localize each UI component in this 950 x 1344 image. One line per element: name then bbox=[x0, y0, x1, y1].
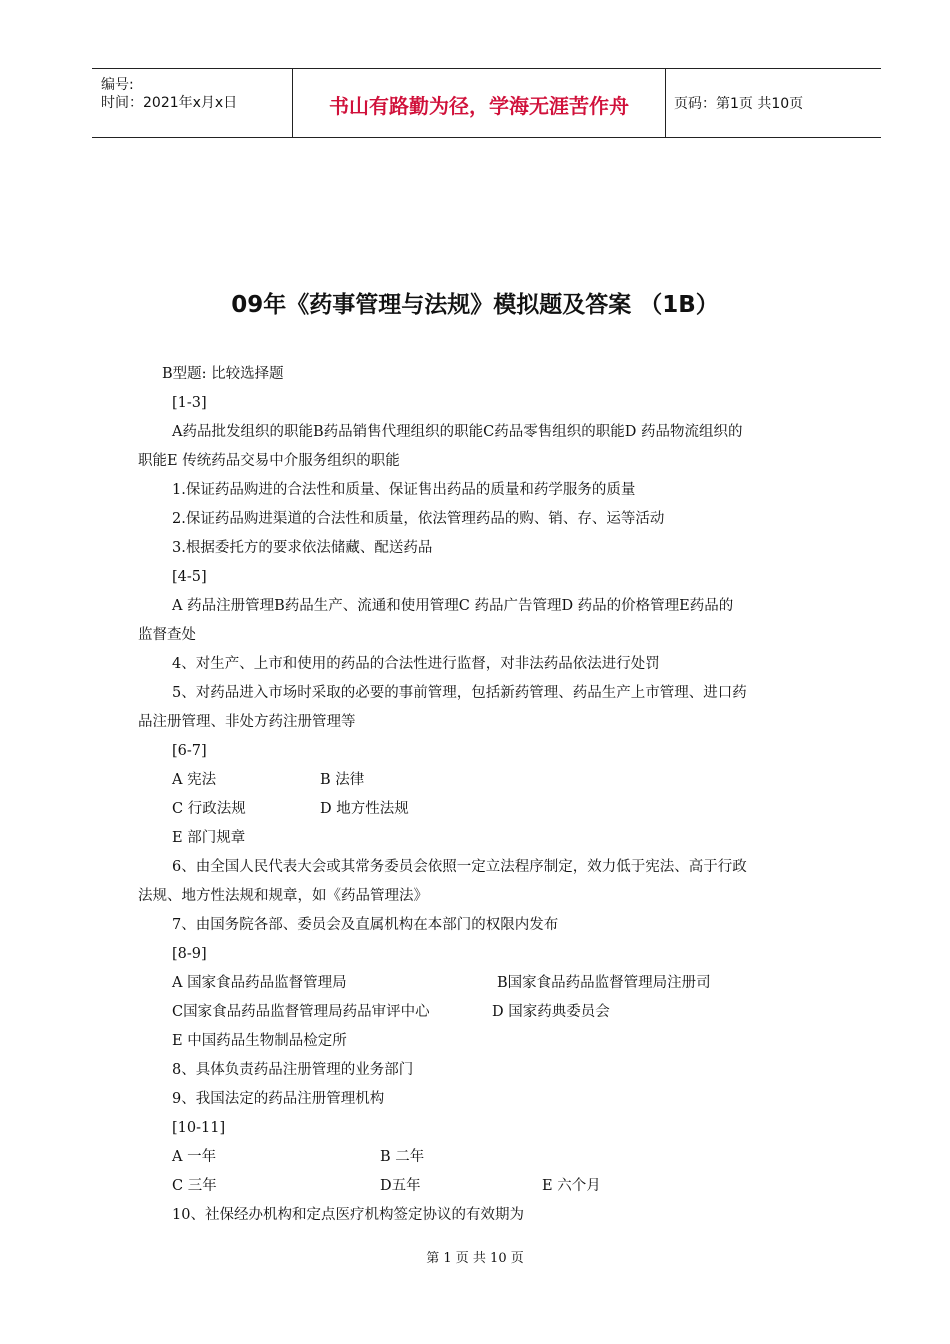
option-e: E 六个月 bbox=[542, 1178, 601, 1194]
motto: 书山有路勤为径，学海无涯苦作舟 bbox=[329, 94, 629, 118]
header-left-cell bbox=[92, 69, 293, 137]
option-a: A 国家食品药品监督管理局 bbox=[172, 975, 347, 991]
option-c: C 三年 bbox=[172, 1178, 217, 1194]
text-line: [6-7] bbox=[172, 743, 207, 759]
option-e: E 部门规章 bbox=[172, 830, 246, 846]
option-b: B 法律 bbox=[320, 772, 365, 788]
option-e: E 中国药品生物制品检定所 bbox=[172, 1033, 347, 1049]
text-line: A药品批发组织的职能B药品销售代理组织的职能C药品零售组织的职能D 药品物流组织的 bbox=[172, 424, 743, 440]
option-d: D五年 bbox=[380, 1178, 421, 1194]
option-a: A 宪法 bbox=[172, 772, 217, 788]
option-b: B国家食品药品监督管理局注册司 bbox=[497, 975, 711, 991]
option-c: C 行政法规 bbox=[172, 801, 246, 817]
text-line: 2.保证药品购进渠道的合法性和质量，依法管理药品的购、销、存、运等活动 bbox=[172, 511, 665, 527]
text-line: 8、具体负责药品注册管理的业务部门 bbox=[172, 1062, 414, 1078]
text-line: 4、对生产、上市和使用的药品的合法性进行监督，对非法药品依法进行处罚 bbox=[172, 656, 660, 672]
text-line: 9、我国法定的药品注册管理机构 bbox=[172, 1091, 385, 1107]
header-center-cell bbox=[293, 69, 666, 137]
option-d: D 地方性法规 bbox=[320, 801, 409, 817]
option-b: B 二年 bbox=[380, 1149, 425, 1165]
text-line: [10-11] bbox=[172, 1120, 226, 1136]
header-right-cell bbox=[666, 69, 881, 137]
option-d: D 国家药典委员会 bbox=[492, 1004, 610, 1020]
text-line: 7、由国务院各部、委员会及直属机构在本部门的权限内发布 bbox=[172, 917, 559, 933]
text-line: 1.保证药品购进的合法性和质量、保证售出药品的质量和药学服务的质量 bbox=[172, 482, 636, 498]
text-line: 5、对药品进入市场时采取的必要的事前管理，包括新药管理、药品生产上市管理、进口药 bbox=[172, 685, 747, 701]
time-label: 时间：2021年x月x日 bbox=[101, 95, 238, 111]
text-line: 品注册管理、非处方药注册管理等 bbox=[138, 714, 356, 730]
document-title: 09年《药事管理与法规》模拟题及答案 （1B） bbox=[231, 292, 719, 318]
text-line: A 药品注册管理B药品生产、流通和使用管理C 药品广告管理D 药品的价格管理E药品的 bbox=[172, 598, 734, 614]
number-label: 编号: bbox=[101, 77, 134, 93]
text-line: [1-3] bbox=[172, 395, 207, 411]
text-line: B型题: 比较选择题 bbox=[162, 366, 284, 382]
text-line: 职能E 传统药品交易中介服务组织的职能 bbox=[138, 453, 400, 469]
option-c: C国家食品药品监督管理局药品审评中心 bbox=[172, 1004, 430, 1020]
option-a: A 一年 bbox=[172, 1149, 217, 1165]
page-info: 页码：第1页 共10页 bbox=[674, 96, 804, 112]
text-line: 监督查处 bbox=[138, 627, 196, 643]
text-line: [4-5] bbox=[172, 569, 207, 585]
header-table bbox=[92, 68, 881, 138]
text-line: 6、由全国人民代表大会或其常务委员会依照一定立法程序制定，效力低于宪法、高于行政 bbox=[172, 859, 747, 875]
text-line: 10、社保经办机构和定点医疗机构签定协议的有效期为 bbox=[172, 1207, 524, 1223]
text-line: [8-9] bbox=[172, 946, 207, 962]
text-line: 法规、地方性法规和规章，如《药品管理法》 bbox=[138, 888, 428, 904]
text-line: 3.根据委托方的要求依法储藏、配送药品 bbox=[172, 540, 433, 556]
page-footer: 第 1 页 共 10 页 bbox=[426, 1251, 524, 1266]
